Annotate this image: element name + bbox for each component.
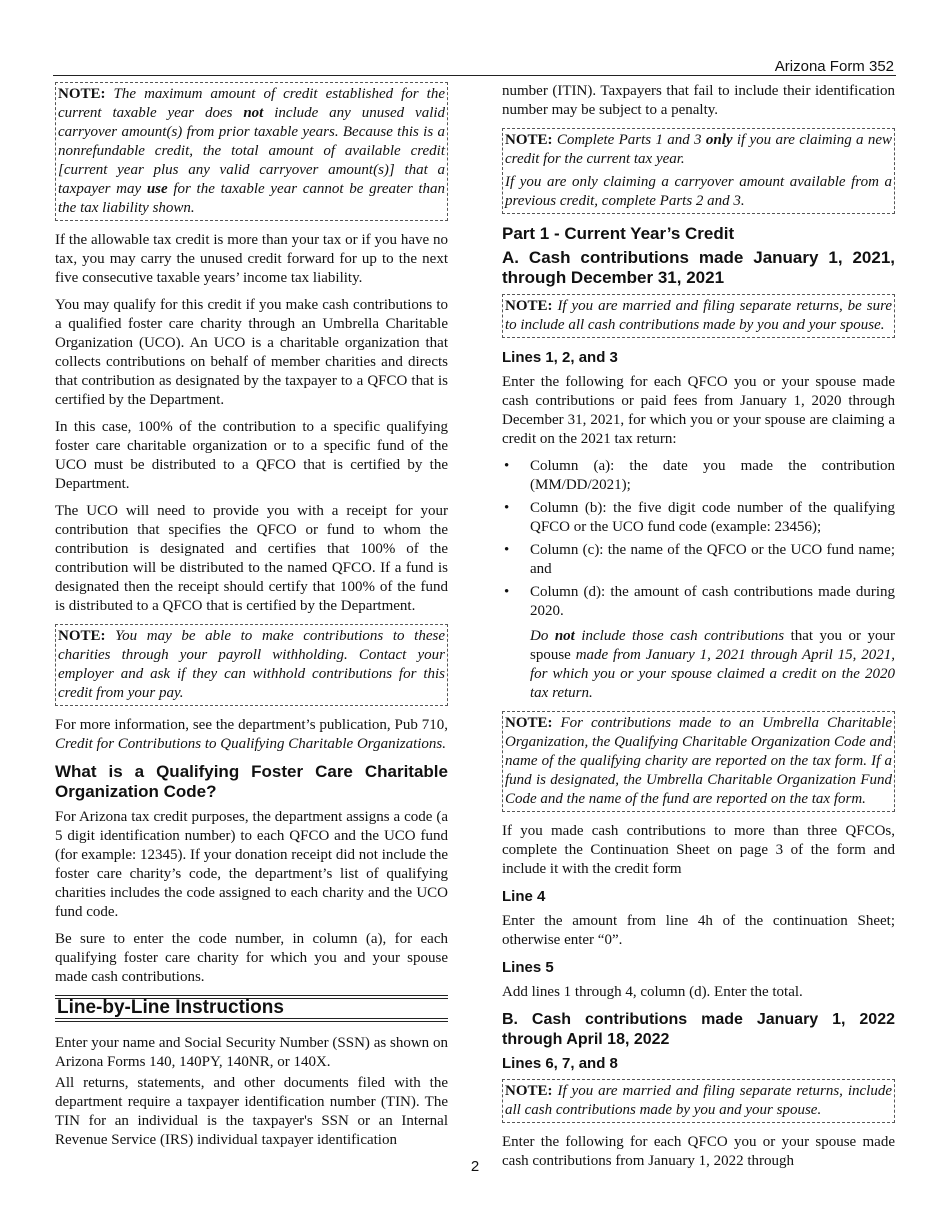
note-text: Complete Parts 1 and 3 [556,132,702,148]
paragraph-line-4: Enter the amount from line 4h of the continuation Sheet; otherwise enter “0”. [502,913,895,948]
note-uco-reporting [502,711,895,812]
paragraph-enter-following: Enter the following for each QFCO you or your spouse made cash contributions or paid fees from January 1, 2020 through December 31, 2021, for which you or your spouse are claiming a credit on the 2021 tax return: [502,374,895,447]
note-married-filing [502,294,895,338]
paragraph-receipt: The UCO will need to provide you with a receipt for your contribution that specifies the QFCO or fund to whom the contribution is designated and certifies that 100% of the contribution will be distributed to the named QFCO. If a fund is designated then the receipt should certify that 100% of the fund is distributed to a QFCO that is certified by the Department. [55,503,448,614]
note-emphasis: only [705,132,733,148]
indent-text: made from January 1, 2021 through April 15, 2021, for which you or your spouse claimed a credit on the 2020 tax return. [530,647,896,701]
list-item: • Column (c): the name of the QFCO or the UCO fund name; and [502,541,895,579]
page-number: 2 [470,1158,480,1175]
right-column [502,82,895,1179]
note-max-credit [55,82,448,221]
note-payroll [55,624,448,706]
note-paragraph: If you are only claiming a carryover amount available from a previous credit, complete Parts 2 and 3. [505,174,892,209]
do-not-include-note [502,627,895,703]
paragraph-line-5: Add lines 1 through 4, column (d). Enter the total. [502,984,803,1000]
paragraph-more-info [55,716,448,754]
list-item: • Column (d): the amount of cash contributions made during 2020. [502,583,895,621]
paragraph-distribution: In this case, 100% of the contribution to a specific qualifying foster care charitable organization or to a specific fund of the UCO must be distributed to a QFCO that is certified by the Department. [55,419,448,492]
paragraph-carryforward: If the allowable tax credit is more than your tax or if you have no tax, you may carry the unused credit forward for up to the next five consecutive taxable years’ income tax liability. [55,232,448,286]
publication-title: Credit for Contributions to Qualifying Charitable Organizations. [55,736,447,752]
paragraph-code-assignment: For Arizona tax credit purposes, the department assigns a code (a 5 digit identification number) to each QFCO and the UCO fund (for example: 12345). If your donation receipt did not include the foster care charity’s code, the department’s list of qualifying charities includes the code assigned to each charity and the UCO fund code. [55,809,448,920]
note-emphasis: not [243,105,264,121]
paragraph-continuation-sheet: If you made cash contributions to more than three QFCOs, complete the Continuation Sheet on page 3 of the form and include it with the credit form [502,823,895,877]
header-rule [53,75,896,76]
heading-section-b: B. Cash contributions made January 1, 2022 through April 18, 2022 [502,1011,895,1048]
note-label: NOTE: [505,1083,553,1099]
paragraph-enter-following-2022: Enter the following for each QFCO you or your spouse made cash contributions from January 1, 2022 through [502,1134,895,1169]
form-title: Arizona Form 352 [774,58,894,75]
note-text: If you are married and filing separate returns, include all cash contributions made by you and your spouse. [505,1083,892,1118]
section-heading-line-by-line: Line-by-Line Instructions [55,995,448,1022]
heading-lines-1-2-3: Lines 1, 2, and 3 [502,349,618,366]
paragraph-enter-code: Be sure to enter the code number, in column (a), for each qualifying foster care charity for which you and your spouse made cash contributions. [55,931,448,985]
note-label: NOTE: [505,132,553,148]
note-text: if you are claiming a new credit for the current tax year. [505,132,892,167]
note-parts [502,128,895,214]
paragraph-tin: All returns, statements, and other documents filed with the department require a taxpayer identification number (TIN). The TIN for an individual is the taxpayer's SSN or an Internal Revenue Service (IRS) individual taxpayer identification [55,1075,448,1148]
heading-qfco-code: What is a Qualifying Foster Care Charitable Organization Code? [55,762,448,801]
note-label: NOTE: [505,298,553,314]
indent-text: Do [530,628,549,644]
heading-section-a: A. Cash contributions made January 1, 2021, through December 31, 2021 [502,248,895,287]
paragraph-itin: number (ITIN). Taxpayers that fail to include their identification number may be subject to a penalty. [502,83,895,118]
heading-line-4: Line 4 [502,888,546,905]
paragraph-name-ssn: Enter your name and Social Security Number (SSN) as shown on Arizona Forms 140, 140PY, 140NR, or 140X. [55,1035,448,1070]
note-text: include any unused valid carryover amount(s) from prior taxable years. Because this is a nonrefundable credit, the total amount of available credit [current year plus any valid carryover amount(s)] that a taxpayer may [58,105,446,197]
note-label: NOTE: [58,86,106,102]
heading-lines-6-7-8: Lines 6, 7, and 8 [502,1055,618,1072]
note-text: If you are married and filing separate returns, be sure to include all cash contributions made by you and your spouse. [505,298,893,333]
heading-lines-5: Lines 5 [502,959,554,976]
indent-text: include those cash contributions [581,628,785,644]
note-paragraph [505,131,892,169]
indent-text-plain: that you or your spouse [530,628,896,663]
list-item: • Column (b): the five digit code number of the qualifying QFCO or the UCO fund code (example: 23456); [502,499,895,537]
heading-part-1: Part 1 - Current Year’s Credit [502,224,735,243]
indent-emphasis: not [554,628,575,644]
column-instructions-list [502,457,895,621]
more-info-text: For more information, see the department’s publication, Pub 710, [55,717,448,733]
paragraph-uco: You may qualify for this credit if you make cash contributions to a qualified foster care charity through an Umbrella Charitable Organization (UCO). An UCO is a charitable organization that collects contributions on behalf of member charities and directs that contribution as designated by the taxpayer to a QFCO that is certified by the Department. [55,297,448,408]
note-label: NOTE: [58,628,106,644]
left-column [55,82,448,1158]
note-text: For contributions made to an Umbrella Charitable Organization, the Qualifying Charitable Organization Code and name of the qualifying charity are reported on the tax form. If a fund is designated, the Umbrella Charitable Organization Fund Code and the name of the fund are reported on the tax form. [505,715,892,807]
note-text: The maximum amount of credit established for the current taxable year does [58,86,445,121]
list-item: • Column (a): the date you made the contribution (MM/DD/2021); [502,457,895,495]
note-emphasis: use [146,181,168,197]
note-text: You may be able to make contributions to these charities through your payroll withholding. Contact your employer and ask if they can withhold contributions for this credit from your pay. [58,628,445,701]
note-married-filing-b [502,1079,895,1123]
note-label: NOTE: [505,715,553,731]
note-text: for the taxable year cannot be greater than the tax liability shown. [58,181,446,216]
